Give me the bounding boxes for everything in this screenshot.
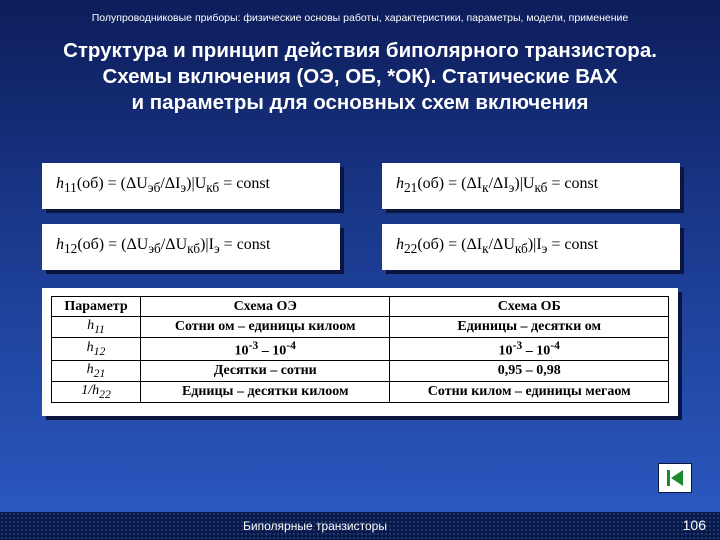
- oe-cell: Десятки – сотни: [141, 361, 390, 382]
- param-cell: $h_{11}$: [52, 317, 141, 338]
- title-line-3: и параметры для основных схем включения: [131, 91, 589, 114]
- footer-text: Биполярные транзисторы: [243, 519, 387, 533]
- slide-header: Полупроводниковые приборы: физические основы работы, характеристики, параметры, модели, применение: [91, 12, 629, 24]
- slide-title: [0, 38, 720, 116]
- title-line-1: Структура и принцип действия биполярного транзистора.: [63, 39, 657, 62]
- param-cell: $h_{21}$: [52, 361, 141, 382]
- formula-h11: $h_{11}(об) = (\Delta U_{эб}/\Delta I_э)|U_{кб}$ = const: [42, 163, 340, 209]
- parameters-table-panel: [42, 288, 678, 416]
- skip-to-first-icon: [664, 469, 686, 487]
- formula-h12: $h_{12}(об) = (\Delta U_{эб}/\Delta U_{кб})|I_э$ = const: [42, 224, 340, 270]
- page-number: 106: [682, 517, 706, 533]
- table-header-cell: Схема ОЭ: [141, 297, 390, 317]
- oe-cell: $10^{-3} - 10^{-4}$: [141, 337, 390, 361]
- table-row: [52, 317, 669, 338]
- ob-cell: Единицы – десятки ом: [390, 317, 669, 338]
- oe-cell: Едницы – десятки килоом: [141, 382, 390, 403]
- table-row: [52, 361, 669, 382]
- first-slide-button[interactable]: [658, 463, 692, 493]
- table-row: [52, 337, 669, 361]
- table-row: [52, 382, 669, 403]
- ob-cell: Сотни килом – единицы мегаом: [390, 382, 669, 403]
- table-header-cell: Параметр: [52, 297, 141, 317]
- title-line-2: Схемы включения (ОЭ, ОБ, *ОК). Статические ВАХ: [102, 65, 618, 88]
- table-header-row: [52, 297, 669, 317]
- table-header-cell: Схема ОБ: [390, 297, 669, 317]
- formula-h21: $h_{21}(об) = (\Delta I_к/\Delta I_э)|U_{кб}$ = const: [382, 163, 680, 209]
- parameters-table: [51, 296, 669, 403]
- formula-h22: $h_{22}(об) = (\Delta I_к/\Delta U_{кб})|I_э$ = const: [382, 224, 680, 270]
- ob-cell: $10^{-3} - 10^{-4}$: [390, 337, 669, 361]
- ob-cell: 0,95 – 0,98: [390, 361, 669, 382]
- param-cell: $1/h_{22}$: [52, 382, 141, 403]
- oe-cell: Сотни ом – единицы килоом: [141, 317, 390, 338]
- param-cell: $h_{12}$: [52, 337, 141, 361]
